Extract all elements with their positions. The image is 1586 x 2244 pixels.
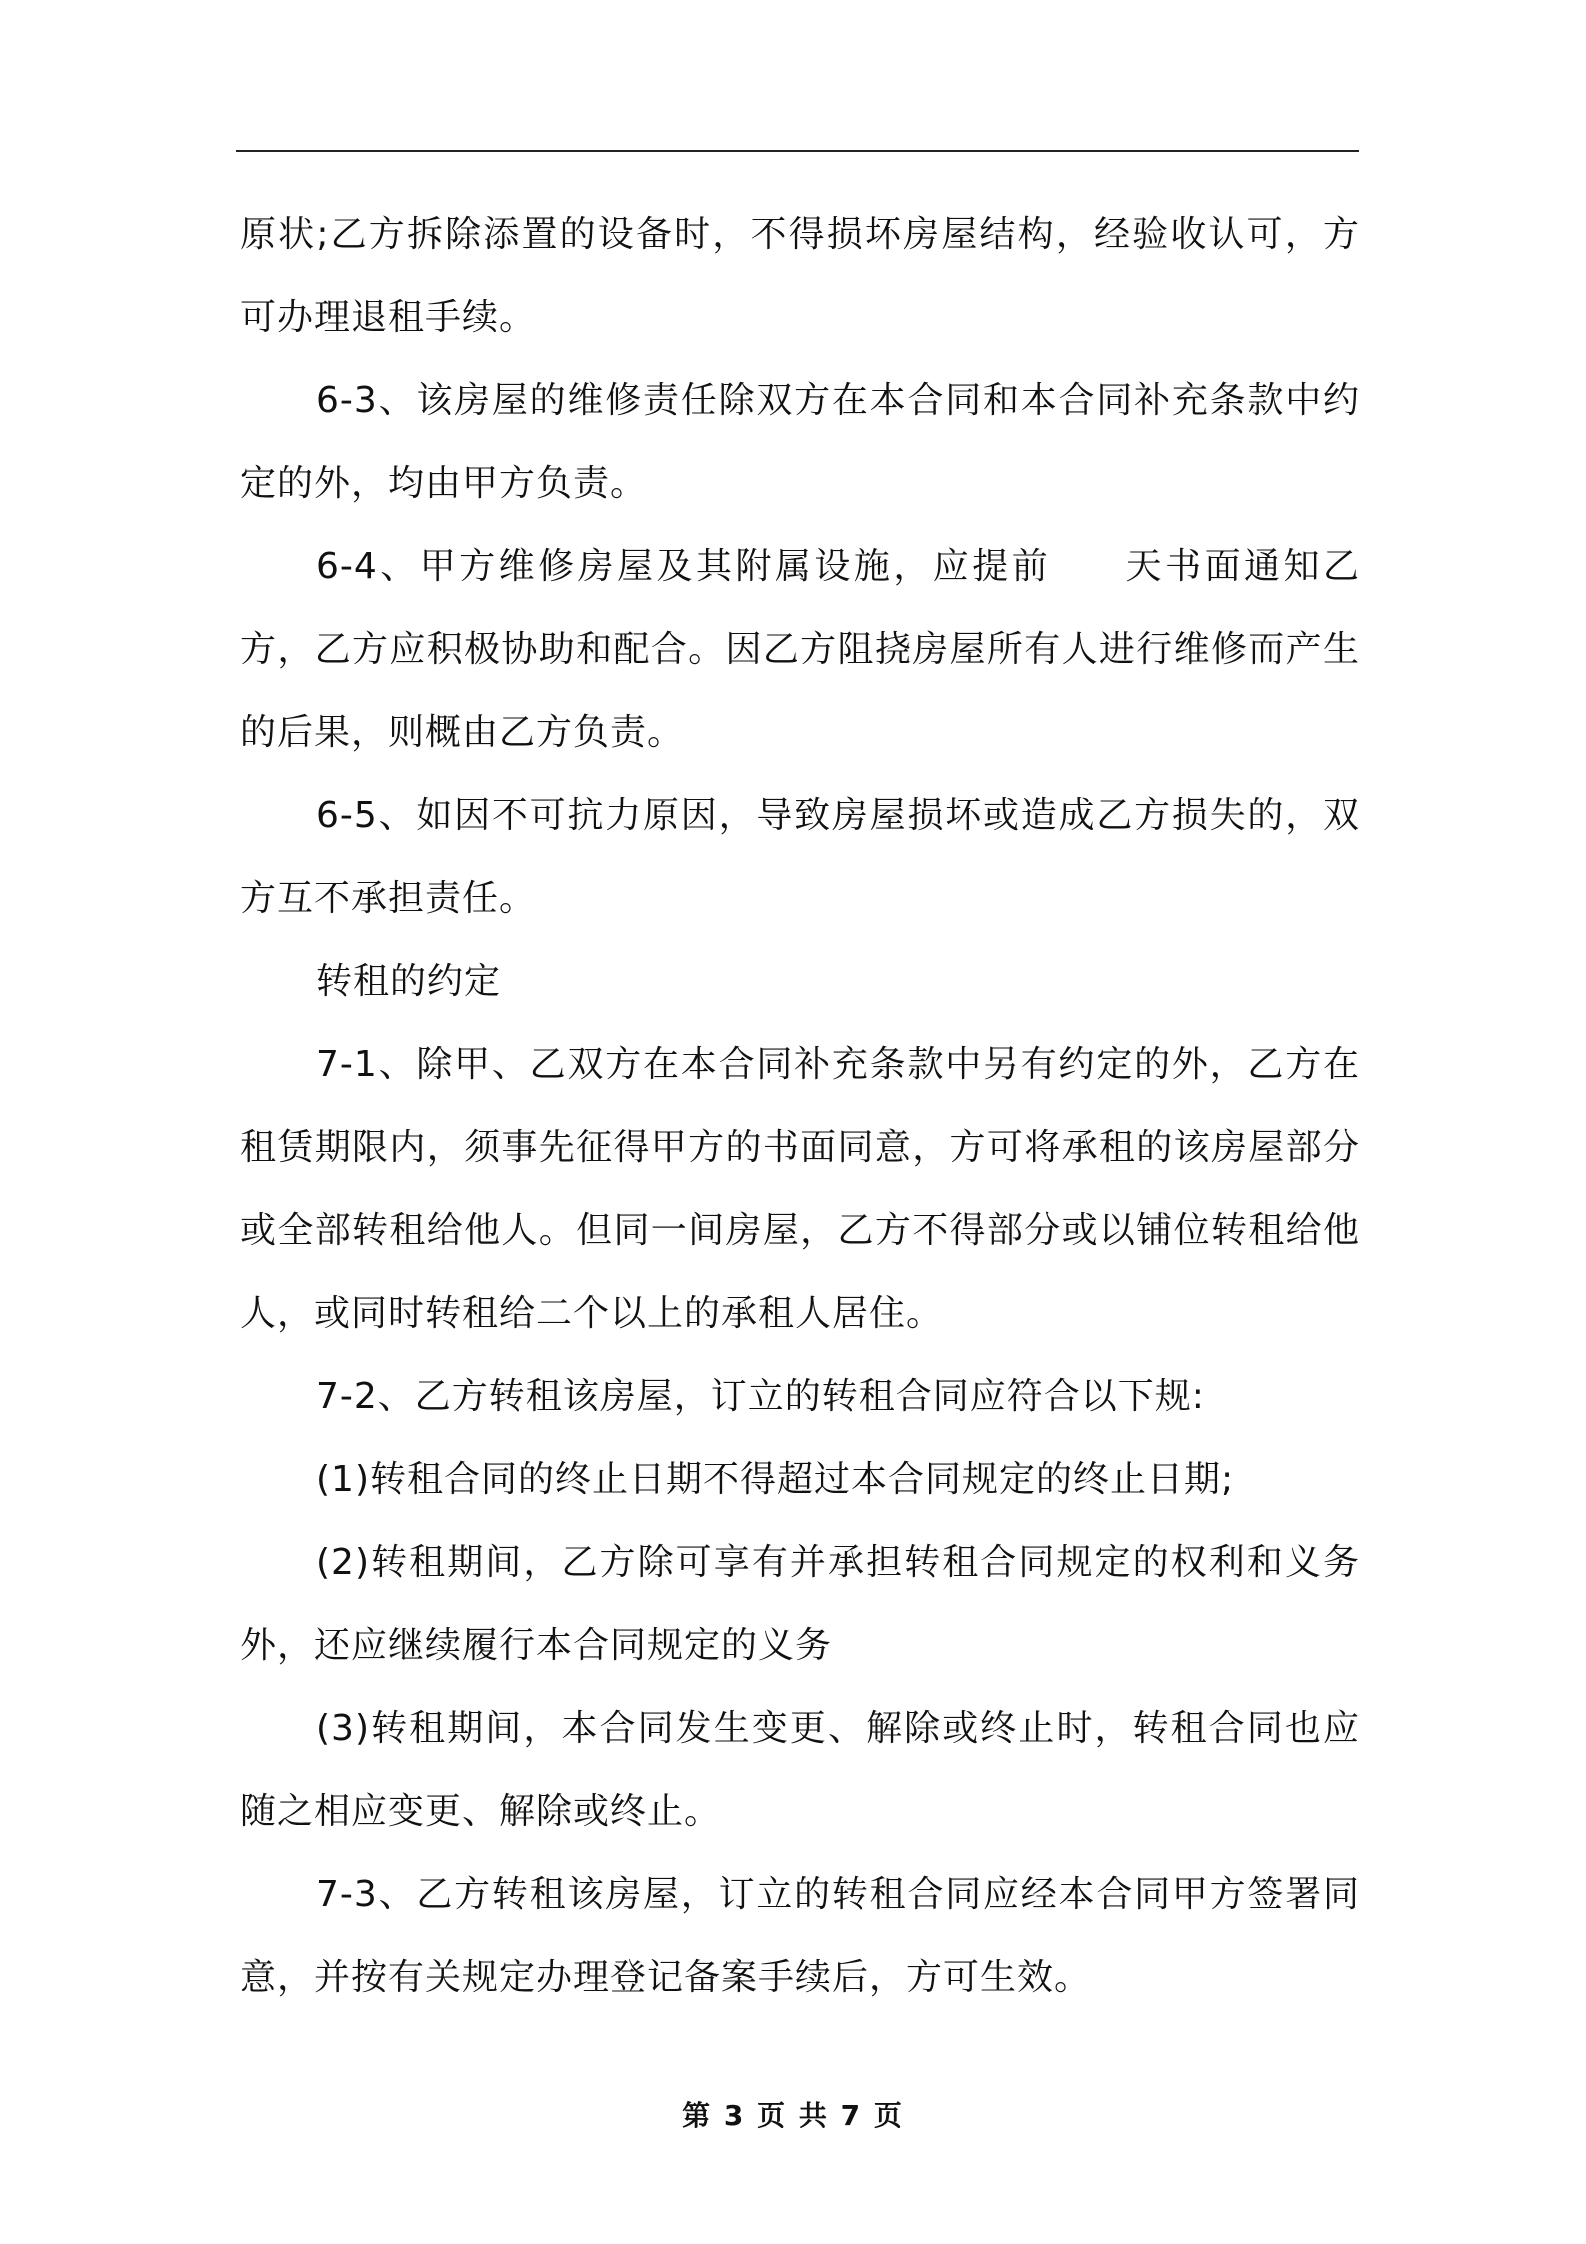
page-number-footer: 第 3 页 共 7 页 (682, 2099, 904, 2132)
paragraph-7-2: 7-2、乙方转租该房屋，订立的转租合同应符合以下规: (316, 1376, 1205, 1417)
section-heading-sublease: 转租的约定 (316, 961, 502, 1002)
paragraph-6-4 (240, 525, 1360, 774)
paragraph-7-2-item-1: (1)转租合同的终止日期不得超过本合同规定的终止日期; (316, 1459, 1235, 1500)
paragraph-6-3: 6-3、该房屋的维修责任除双方在本合同和本合同补充条款中约定的外，均由甲方负责。 (240, 380, 1360, 504)
header-rule (236, 150, 1359, 152)
paragraph-7-1: 7-1、除甲、乙双方在本合同补充条款中另有约定的外，乙方在租赁期限内，须事先征得甲方的书面同意，方可将承租的该房屋部分或全部转租给他人。但同一间房屋，乙方不得部分或以铺位转租给他人，或同时转租给二个以上的承租人居住。 (240, 1044, 1360, 1334)
paragraph-7-2-item-2: (2)转租期间，乙方除可享有并承担转租合同规定的权利和义务外，还应继续履行本合同规定的义务 (240, 1542, 1360, 1666)
paragraph-6-5: 6-5、如因不可抗力原因，导致房屋损坏或造成乙方损失的，双方互不承担责任。 (240, 795, 1360, 919)
paragraph-7-3: 7-3、乙方转租该房屋，订立的转租合同应经本合同甲方签署同意，并按有关规定办理登记备案手续后，方可生效。 (240, 1874, 1360, 1998)
paragraph-6-4-after-blank: 天书面通知乙方，乙方应积极协助和配合。因乙方阻挠房屋所有人进行维修而产生的后果，则概由乙方负责。 (240, 546, 1360, 753)
paragraph-tail-6-2: 原状;乙方拆除添置的设备时，不得损坏房屋结构，经验收认可，方可办理退租手续。 (240, 214, 1360, 338)
document-body (240, 193, 1360, 2019)
paragraph-6-4-before-blank: 6-4、甲方维修房屋及其附属设施，应提前 (316, 546, 1052, 587)
paragraph-7-2-item-3: (3)转租期间，本合同发生变更、解除或终止时，转租合同也应随之相应变更、解除或终止。 (240, 1708, 1360, 1832)
